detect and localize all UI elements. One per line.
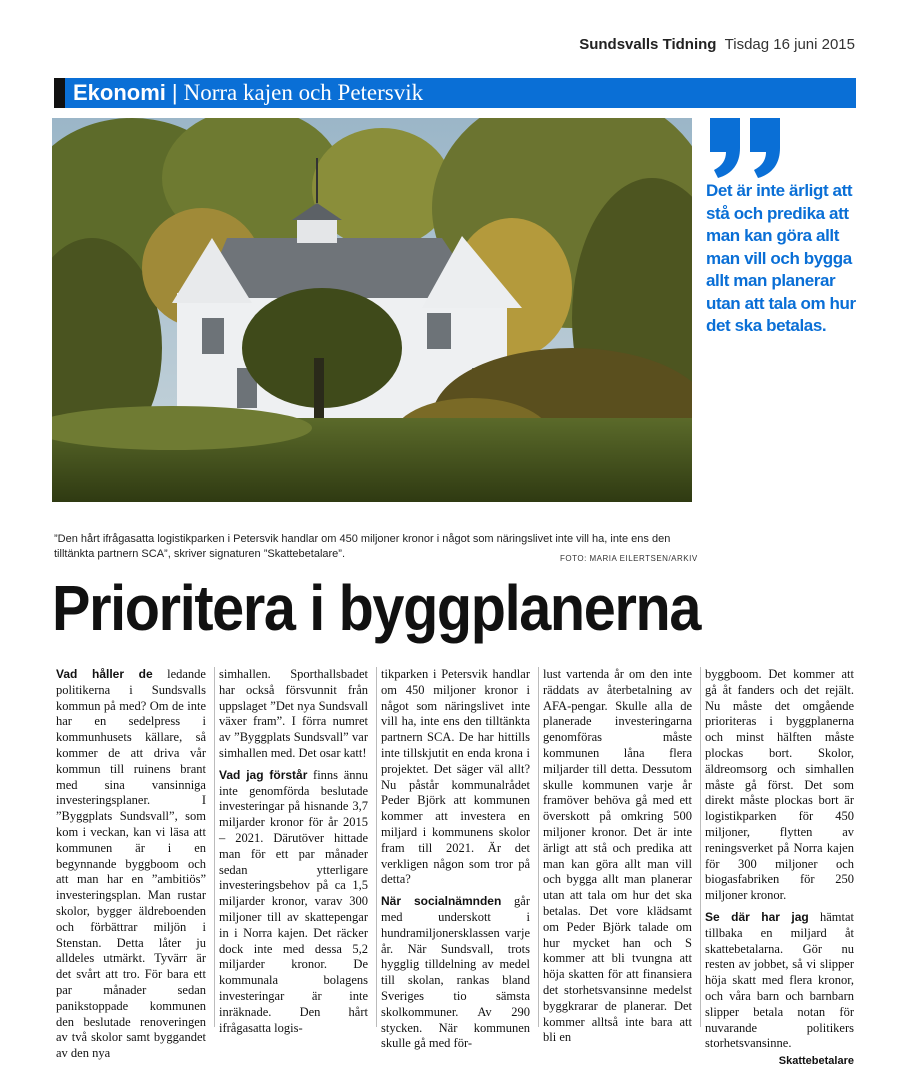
body-column-2 [214,667,372,1035]
pull-quote: Det är inte ärligt att stå och predika att man kan göra allt man vill och bygga allt man planerar utan att tala om hur det ska betalas. [706,181,856,335]
section-topic: Norra kajen och Petersvik [183,80,424,105]
body-column-3 [376,667,534,1051]
paragraph [219,768,368,1037]
masthead [579,36,855,53]
article-body [52,667,858,1068]
paragraph: tikparken i Petersvik handlar om 450 miljoner kronor i något som näringslivet inte vill ha, inte ens den tilltänkta partnern SCA. De har hittills inte tillskjutit en enda krona i projektet. Det säger väl allt? Nu påstår kommunalrådet Peder Björk att kommunen kommer att investera en miljard i kommunens skolor fram till 2021. Är det verkligen någon som tror på detta? [381,667,530,887]
paragraph-text: finns ännu inte genomförda beslutade investeringar på hisnande 3,7 miljarder kronor för år 2015 – 2021. Därutöver hittade man för ett par månader sedan ytterligare investeringsbehov på ca 1,5 miljarder kronor, varav 300 miljoner till av skattepengar in i Norra kajen. Det räcker dock inte med dessa 5,2 miljarder kronor. De kommunala bolagens investeringar är inte inräknade. Den hårt ifrågasatta logis- [219,767,368,1035]
photo-credit: FOTO: MARIA EILERTSEN/ARKIV [560,554,698,563]
section-name: Ekonomi [73,80,166,105]
section-bar [54,78,856,108]
paragraph-lead: Vad jag förstår [219,767,308,782]
newspaper-name: Sundsvalls Tidning [579,36,717,53]
paragraph-text: går med underskott i hundramiljonersklassen varje år. När Sundsvall, trots hygglig tilldelning av medel till skolan, rankas bland Sveriges tio sämsta skolkommuner. Av 290 stycken. När kommunen skulle gå med för- [381,894,530,1051]
quote-mark-icon [706,112,786,182]
body-column-5 [700,667,858,1068]
body-column-1 [52,667,210,1061]
author-signature: Skattebetalare [778,1055,854,1068]
section-marker [54,78,65,108]
body-column-4 [538,667,696,1045]
paragraph-text: ledande politikerna i Sundsvalls kommun på med? Om de inte har en sedelpress i kommunhusets källare, så kommer de att driva vår kommun till ruinens brant med sina vansinniga investeringsplaner. I ”Byggplats Sundsvall”, som kom i veckan, kan vi läsa att kommunen är i en begynnande byggboom och att man har en ”ambitiös” investeringsplan. Man rustar skolor, bygger äldreboenden och förbättrar miljön i Stenstan. Detta låter ju alldeles utmärkt. Tyvärr är det svårt att tro. För bara ett par månader sedan panikstoppade kommunen den beslutade renoveringen av två skolor samt byggandet av den nya [56,667,206,1061]
article-photo [52,118,692,502]
paragraph [705,910,854,1052]
headline: Prioritera i byggplanerna [52,572,701,644]
photo-caption: ”Den hårt ifrågasatta logistikparken i Petersvik handlar om 450 miljoner kronor i något som näringslivet inte vill ha, inte ens den tilltänkta partnern SCA”, skriver signaturen ”Skattebetalare”. [54,533,671,560]
paragraph [56,667,206,1062]
paragraph-lead: Vad håller de [56,667,153,681]
paragraph: byggboom. Det kommer att gå åt fanders och det rejält. Nu måste det omgående prioriteras i byggplanerna och minst hälften måste plockas bort. Skolor, äldreomsorg och simhallen måste gå först. Det som direkt måste plockas bort är logistikparken för 450 miljoner, flytten av reningsverket på Norra kajen för 300 miljoner och biogasfabriken för 250 miljoner kronor. [705,667,854,903]
paragraph-text: hämtat tillbaka en miljard åt skattebetalarna. Gör nu resten av jobbet, så vi slipper höja skatt med flera kronor, och våra barn och barnbarn slipper betala notan för nuvarande politikers storhetsvansinne. [705,909,854,1051]
house-photo-illustration [52,118,692,502]
paragraph [381,894,530,1052]
paragraph: lust vartenda år om den inte räddats av återbetalning av AFA-pengar. Skulle alla de planerade investeringarna genomföras måste kommunen låna flera miljarder till detta. Dessutom skulle kommunen varje år framöver behöva gå med ett överskott på omkring 500 miljoner kronor. Det är inte ärligt att stå och predika att man kan göra allt man vill och bygga allt man planerar utan att tala om hur det ska betalas. Det vore klädsamt om Peder Björk talade om hur mycket han och S kommer att bli tvungna att höja skatten för att finansiera det storhetsvansinne medelst byggkrarar de planerar. Det kommer alltså inte bara att bli en [543,667,692,1045]
publication-date: Tisdag 16 juni 2015 [724,36,855,53]
paragraph: simhallen. Sporthallsbadet har också försvunnit från uppslaget ”Det nya Sundsvall växer fram”. I förra numret av ”Byggplats Sundsvall” var simhallen med. Det osar katt! [219,667,368,760]
paragraph-lead: När socialnämnden [381,894,502,909]
paragraph-lead: Se där har jag [705,909,809,924]
section-separator: | [171,80,178,105]
